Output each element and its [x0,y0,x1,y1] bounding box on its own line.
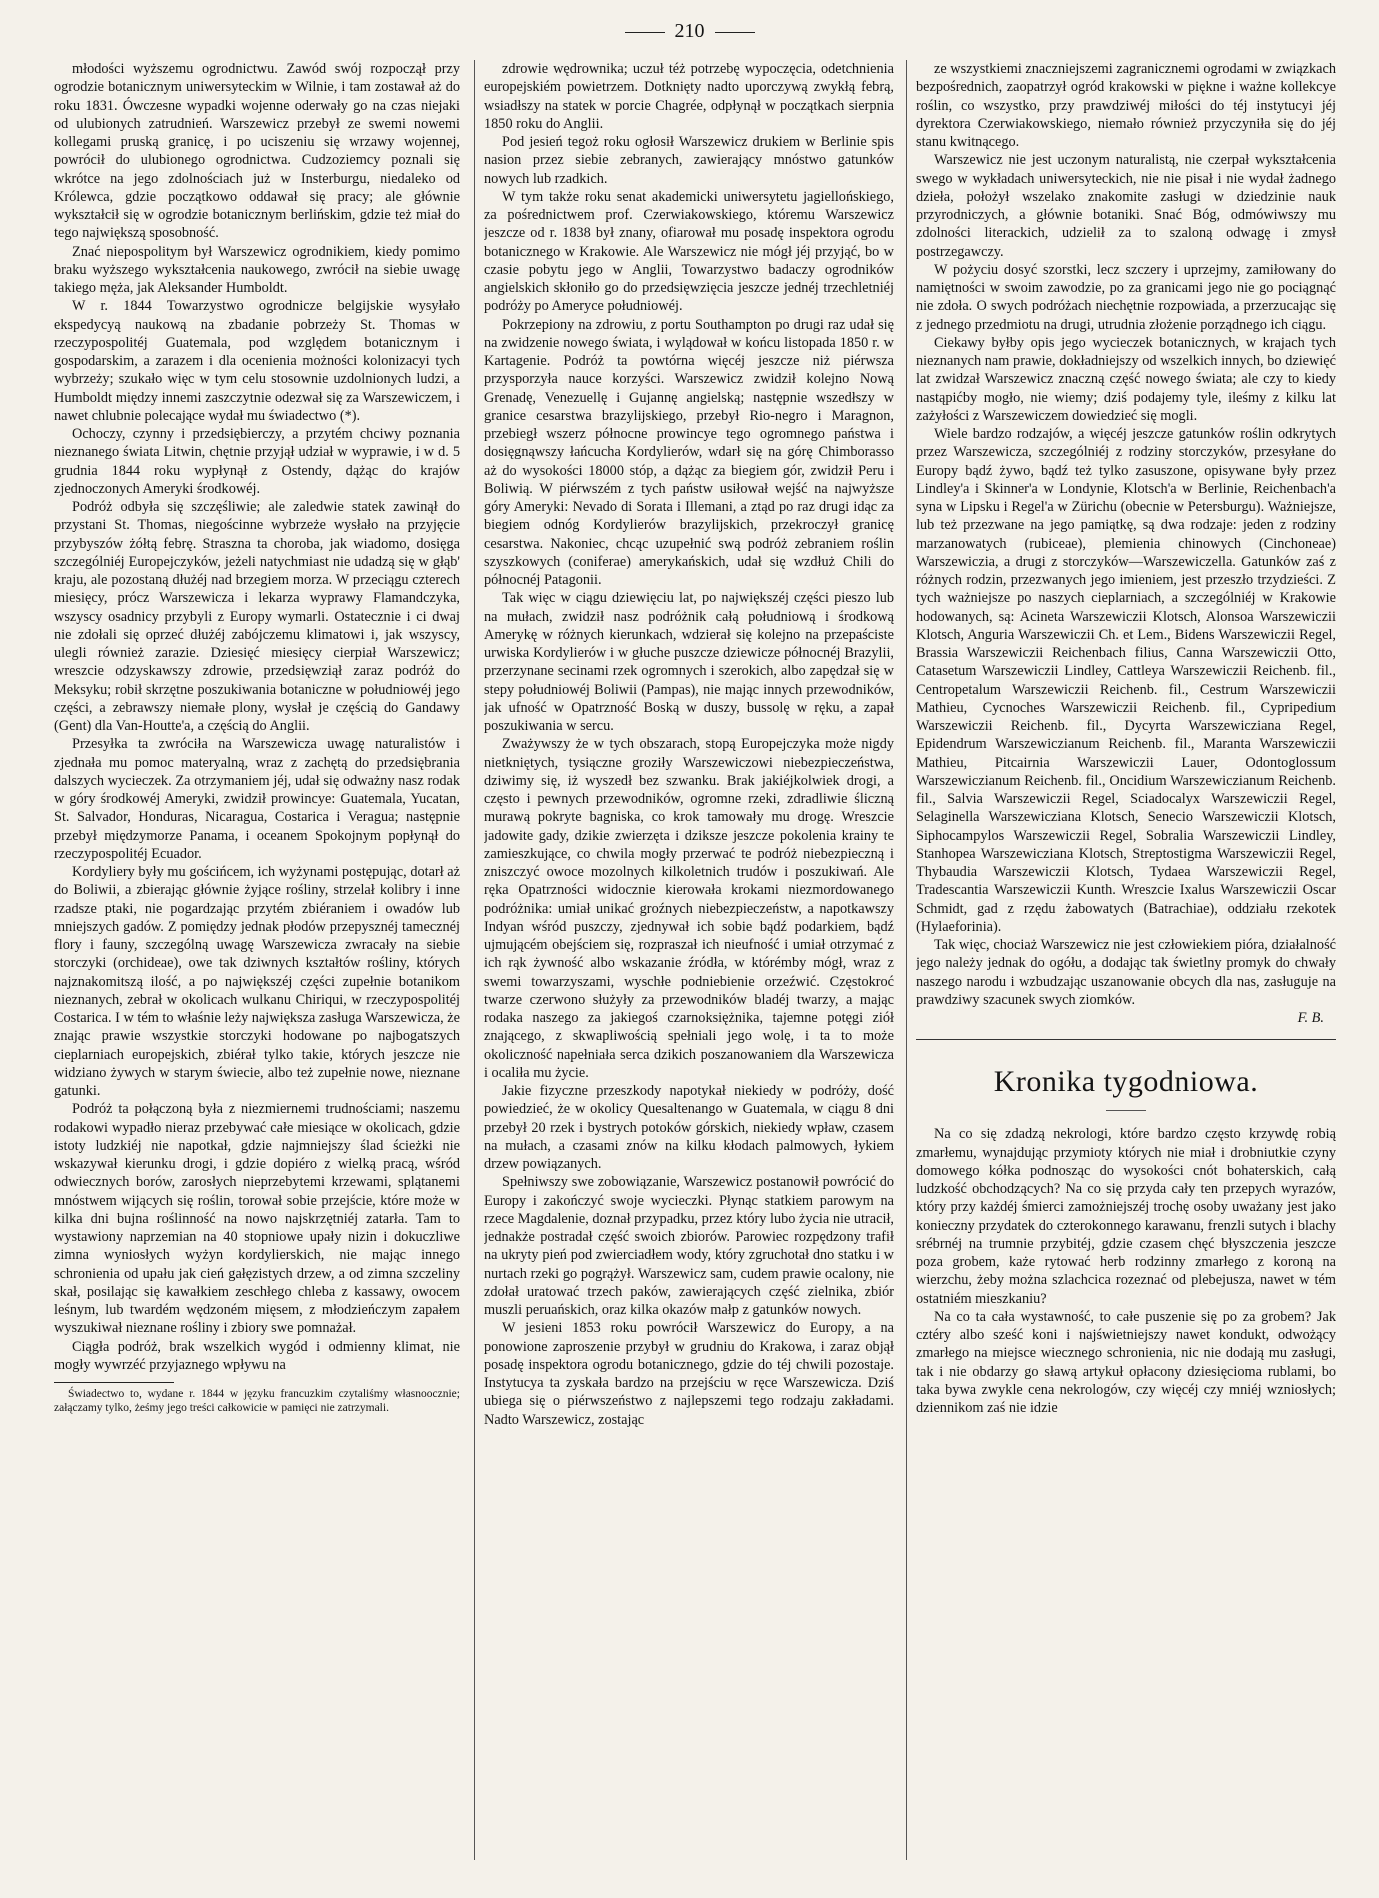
article-columns [54,60,1336,1860]
page-number: 210 [0,20,1379,43]
paragraph: Podróż ta połączoną była z niezmiernemi trudnościami; naszemu rodakowi wypadło nieraz przebywać całe miesiące w okolicach, gdzie istoty ludzkiéj nie napotkał, gdzie najmniejszy ślad ścieżki nie wskazywał kierunku drogi, i gdzie dopiéro z wielką pracą, wśród odwiecznych borów, zarosłych nieprzebytemi krzewami, splątanemi mnóstwem wijących się roślin, torował sobie przejście, które może w kilka dni bujna roślinność na nowo najskrzętniéj zatarła. Tam to wystawiony naprzemian na 40 stopniowe upały nizin i dokuczliwe zimna wyniosłych wyżyn kordylierskich, nie mając innego schronienia od upału jak cień gałęzistych drzew, a od zimna szczeliny skał, posilając się kawałkiem zeschłego chleba z kassawy, owocem leśnym, lub twardém wędzoném mięsem, z młodzieńczym zapałem wyszukiwał nieznane rośliny i zbiory swe pomnażał. [54,1101,460,1337]
paragraph: Warszewicz nie jest uczonym naturalistą, nie czerpał wykształcenia swego w wykładach uniwersyteckich, nie nie pisał i nie wydał żadnego dzieła, położył wszelako znakomite zasługi w dziedzinie nauk przyrodniczych, a głównie botaniki. Snać Bóg, odmówiwszy mu zdolności literackich, udzielił za to szaloną odwagę i zmysł postrzegawczy. [916,152,1336,260]
column-3 [916,60,1336,1860]
paragraph: W pożyciu dosyć szorstki, lecz szczery i uprzejmy, zamiłowany do namiętności w swoim zawodzie, po za granicami jego nie go pociągnąć nie zdoła. O swych podróżach niechętnie rozpowiada, a przerzucając się z jednego przedmiotu na drugi, utrudnia złożenie porządnego ich ciągu. [916,261,1336,333]
paragraph: Kordyliery były mu gościńcem, ich wyżynami postępując, dotarł aż do Boliwii, a zbierając głównie żyjące rośliny, strzelał kolibry i inne rzadsze ptaki, nie pogardzając przytém zbiéraniem i owadów lub mniejszych gadów. Z pomiędzy jednak płodów przepysznéj tamecznéj flory i fauny, szczególną uwagę Warszewicza zwracały na siebie storczyki (orchideae), owe tak dziwnych kształtów rośliny, których najznakomitszą ilość, a po największéj części zupełnie botanikom nieznanych, zebrał w okolicach wulkanu Chiriqui, w rzeczypospolitéj Costarica. I w tém to właśnie leży największa zasługa Warszewicza, że znając prawie wszystkie storczyki hodowane po najbogatszych cieplarniach europejskich, zbiérał tylko takie, których jeszcze nie widziano żywych w starym świecie, albo też zupełnie nowe, nieznane gatunki. [54,864,460,1099]
paragraph: zdrowie wędrownika; uczuł téż potrzebę wypoczęcia, odetchnienia europejskiém powietrzem. Dotknięty nadto uporczywą zwykłą febrą, wsiadłszy na statek w porcie Chagrée, odpłynął w początkach sierpnia 1850 roku do Anglii. [484,61,894,132]
footnote-separator [54,1382,174,1383]
section-title: Kronika tygodniowa. [993,1065,1259,1099]
paragraph: Wiele bardzo rodzajów, a więcéj jeszcze gatunków roślin odkrytych przez Warszewicza, szczególniéj z rodziny storczyków, przesyłane do Europy bądź żywo, bądź też tylko zasuszone, opisywane były przez Lindley'a i Skinner'a w Londynie, Klotsch'a w Berlinie, Reichenbach'a syna w Lipsku i Regel'a w Zürichu (obecnie w Petersburgu). Ważniejsze, lub też przezwane na jego pamiątkę, są dwa rodzaje: jeden z rodziny marzanowatych (rubiceae), plemienia chinowych (Cinchoneae) Warszewiczia, a drugi z storczyków—Warszewiczella. Gatunków zaś z różnych rodzin, przezwanych jego imieniem, jest przeszło trzydzieści. Z tych ważniejsze po naszych cieplarniach, a szczególniéj w Krakowie hodowanych, są: Acineta Warszewiczii Klotsch, Alonsoa Warszewiczii Klotsch, Anguria Warszewiczii Ch. et Lem., Bidens Warszewiczii Regel, Brassia Warszewiczii Reichenbach filius, Canna Warszewiczii Otto, Catasetum Warszewiczii Lindley, Cattleya Warszewiczii Reichenb. fil., Centropetalum Warszewiczii Reichenb. fil., Cestrum Warszewiczii Mathieu, Cycnoches Warszewiczii Reichenb. fil., Cypripedium Warszewiczii Reichenb. fil., Dycyrta Warszewicziana Regel, Epidendrum Warszewiczianum Reichenb. fil., Maranta Warszewiczii Mathieu, Pitcairnia Warszewiczii Lauer, Odontoglossum Warszewiczianum Reichenb. fil., Oncidium Warszewiczianum Reichenb. fil., Salvia Warszewiczii Regel, Sciadocalyx Warszewiczii Regel, Selaginella Warszewicziana Klotsch, Senecio Warszewiczii Klotsch, Siphocampylos Warszewiczii Regel, Sobralia Warszewiczii Lindley, Stanhopea Warszewicziana Klotsch, Streptostigma Warszewiczii Regel, Thybaudia Warszewiczii Klotsch, Tydaea Warszewiczii Regel, Tradescantia Warszewiczii Kunth. Wreszcie Ixalus Warszewiczii Oscar Schmidt, gad z rzędu żabowatych (Batrachiae), oddziału rzekotek (Hylaeforinia). [916,426,1336,935]
author-signature: F. B. [1297,1010,1324,1026]
paragraph: Przesyłka ta zwróciła na Warszewicza uwagę naturalistów i zjednała mu pomoc materyalną, wraz z zachętą do przedsiębrania dalszych wycieczek. Za otrzymaniem jéj, udał się odważny nasz rodak w góry środkowéj Ameryki, zwidził prowincye: Guatemala, Yucatan, St. Salvador, Honduras, Nicaragua, Costarica i Veragua; następnie przebył międzymorze Panama, i oceanem Spokojnym popłynął do rzeczypospolitéj Ecuador. [54,736,460,862]
paragraph: młodości wyższemu ogrodnictwu. Zawód swój rozpoczął przy ogrodzie botanicznym uniwersyteckim w Wilnie, i tam zostawał aż do roku 1831. Ówczesne wypadki wojenne oderwały go na czas niejaki od ulubionych zatrudnień. Warszewicz przebył ze swemi nowemi kollegami pruską granicę, i po uciszeniu się wrzawy wojennej, powrócił do ulubionego ogrodnictwa. Cudzoziemcy poznali się wkrótce na jego zdolnościach już w Insterburgu, niedaleko od Królewca, gdzie początkowo oddawał się pracy; ale głównie wykształcił się w ogrodzie botanicznym berlińskim, gdzie też miał do tego największą sposobność. [54,61,460,242]
paragraph: Ciekawy byłby opis jego wycieczek botanicznych, w krajach tych nieznanych nam prawie, dokładniejszy od wszelkich innych, bo dziewięć lat zwidzał Warszewicz znaczną część nowego świata; ale czy to kiedy nastąpićby mogło, nie wiemy; dziś podajemy tyle, ileśmy z kilku lat zażyłości z Warszewiczem dowiedzieć się mogli. [916,334,1336,424]
paragraph: Tak więc, chociaż Warszewicz nie jest człowiekiem pióra, działalność jego należy jednak do ogółu, a dodając tak świetlny promyk do chwały naszego narodu i wzbudzając uszanowanie obcych dla nas, zasługuje na prawdziwy szacunek swych ziomków. [916,937,1336,1008]
paragraph: W tym także roku senat akademicki uniwersytetu jagiellońskiego, za pośrednictwem prof. Czerwiakowskiego, któremu Warszewicz jeszcze od r. 1838 był znany, ofiarował mu posadę inspektora ogrodu botanicznego w Krakowie. Ale Warszewicz nie mógł jéj przyjąć, bo w czasie pobytu jego w Anglii, Towarzystwo badaczy ogrodników angielskich skłoniło go do przedsięwzięcia jeszcze jednéj trzechletniéj podróży po Ameryce południowéj. [484,188,894,315]
paragraph: Zważywszy że w tych obszarach, stopą Europejczyka może nigdy nietkniętych, tysiączne groziły Warszewiczowi niebezpieczeństwa, dziwimy się, iż wyszedł bez szwanku. Brak jakiéjkolwiek drogi, a często i pewnych przewodników, ogromne rzeki, zdradliwie śliczną murawą pokryte bagniska, co krok tamowały mu drogę. Wreszcie jadowite gady, dzikie zwierzęta i dziksze jeszcze pokolenia krainy te zamieszkujące, co chwila mogły przerwać te podróż niebezpieczną i zniszczyć owoce mozolnych kilkoletnich trudów i poszukiwań. Ale ręka Opatrzności widocznie kierowała krokami niezmordowanego podróżnika: umiał unikać groźnych niebezpieczeństw, a napotkawszy Indyan wśród puszczy, zjednywał ich sobie bądź podarkiem, bądź ujmującém obejściem się, rozpraszał ich nieufność i umiał otrzymać z ich rąk żywność albo wskazanie źródła, w którémby mógł, wraz z swemi towarzyszami, wyschłe podniebienie orzeźwić. Częstokroć twarze czerwono służyły za przewodników bladéj twarzy, a mając rodaka naszego za jakiegoś czarnoksiężnika, tajemne potęgi ziół znającego, z skwapliwością spełniali jego wolę, i ta to może okoliczność napełniała serca dzikich poszanowaniem dla Warszewicza i ocaliła mu życie. [484,736,894,1081]
paragraph: Jakie fizyczne przeszkody napotykał niekiedy w podróży, dość powiedzieć, że w okolicy Quesaltenango w Guatemala, w ciągu 8 dni przebył 20 rzek i bystrych potoków górskich, niekiedy wpław, czasem na mułach, a czasami znów na kilku kłodach palmowych, łykiem drzew powiązanych. [484,1083,894,1172]
column-2 [484,60,894,1860]
footnote: Świadectwo to, wydane r. 1844 w języku francuzkim czytaliśmy własnoocznie; załączamy tylko, żeśmy jego treści całkowicie w pamięci nie zatrzymali. [54,1388,460,1414]
paragraph: Pod jesień tegoż roku ogłosił Warszewicz drukiem w Berlinie spis nasion przez siebie zebranych, zawierający mnóstwo gatunków nowych lub rzadkich. [484,134,894,187]
title-ornament [1106,1110,1146,1111]
paragraph: Ochoczy, czynny i przedsiębierczy, a przytém chciwy poznania nieznanego świata Litwin, chętnie przyjął udział w wyprawie, i w d. 5 grudnia 1844 roku wypłynął z Ostendy, dążąc do krajów zjednoczonych Ameryki środkowéj. [54,426,460,497]
paragraph: Na co się zdadzą nekrologi, które bardzo często krzywdę robią zmarłemu, wynajdując przymioty których nie miał i drobniutkie czyny domowego kółka podnosząc do wysokości cnót bohaterskich, całą ludzkość obchodzących? Na co się przyda cały ten przepych wyrazów, który przy każdéj śmierci zamożniejszéj trochę osoby uważany jest jako konieczny przydatek do czterokonnego karawanu, frenzli sutych i blachy srébrnéj na trumnie przybitéj, gdzie czasem chęć błyszczenia jeszcze poza grobem, każe rytować herb rodzinny zmarłego z koroną na wierzchu, żeby można szlachcica rozeznać od plebejusza, nawet w tém ostatniém mieszkaniu? [916,1126,1336,1307]
paragraph: Podróż odbyła się szczęśliwie; ale zaledwie statek zawinął do przystani St. Thomas, niegościnne wybrzeże wysłało na przyjęcie przybyszów żółtą febrę. Straszna ta choroba, jak wiadomo, dosięga szczególniéj Europejczyków, jeżeli natychmiast nie udadzą się w głąb' kraju, ale pozostaną dłużéj nad brzegiem morza. W przeciągu czterech miesięcy, prócz Warszewicza i lekarza wyprawy Flamandczyka, wszyscy osadnicy przybyli z Europy wymarli. Ostatecznie i ci dwaj nie zdołali się oprzeć dłużéj zabójczemu klimatowi i, jak wszyscy, ulegli również zarazie. Dziesięć miesięcy cierpiał Warszewicz; wreszcie odzyskawszy zdrowie, przedsięwziął zaraz podróż do Meksyku; robił skrzętne poszukiwania botaniczne w południowéj jego części, a zebrawszy niemałe plony, wysłał je częścią do Gandawy (Gent) dla Van-Houtte'a, a częścią do Anglii. [54,499,460,734]
paragraph: Na co ta cała wystawność, to całe puszenie się po za grobem? Jak cztéry albo sześć koni i najświetniejszy nawet kondukt, odwożący zmarłego na miejsce wiecznego schronienia, nic nie dodają mu zasługi, tak i nie obdarzy go sławą artykuł opłacony dziesięcioma rublami, bo taka bywa zwykle cena nekrologów, czy więcéj czy mniéj wzniosłych; dziennikom zaś nie idzie [916,1308,1336,1416]
paragraph: Spełniwszy swe zobowiązanie, Warszewicz postanowił powrócić do Europy i zakończyć swoje wycieczki. Płynąc statkiem parowym na rzece Magdalenie, doznał przypadku, przez który lubo życia nie utracił, jednakże postradał część swoich zbiorów. Parowiec rozpędzony trafił na ukryty pień pod zwierciadłem wody, który zgruchotał dno statku i w nurtach rzeki go pogrążył. Warszewicz sam, cudem prawie ocalony, nie zdołał uratować trzech paków, zawierających część zielnika, zbiór muszli peruańskich, oraz kilka okazów małp z gatunków nowych. [484,1174,894,1318]
paragraph: Tak więc w ciągu dziewięciu lat, po największéj części pieszo lub na mułach, zwidził nasz podróżnik całą południową i środkową Amerykę w różnych kierunkach, wdzierał się kolejno na przepaściste urwiska Kordylierów i w głuche puszcze dziewicze północnéj Brazylii, przerzynane secinami rzek ogromnych i szerokich, albo zapędzał się w stepy południowéj Boliwii (Pampas), nie mając innych przewodników, jak ufność w Opatrzność Boską w duszy, bussolę w ręku, a zapał poszukiwania w sercu. [484,590,894,734]
paragraph: ze wszystkiemi znaczniejszemi zagranicznemi ogrodami w związkach bezpośrednich, zaopatrzył ogród krakowski w piękne i ważne kollekcye roślin, co wszystko, przy prawdziwéj miłości do téj instytucyi jéj dyrektora Czerwiakowskiego, niemało również przyczyniła się do jéj stanu kwitnącego. [916,61,1336,150]
paragraph: Ciągła podróż, brak wszelkich wygód i odmienny klimat, nie mogły wywrzéć przyjaznego wpływu na [54,1338,460,1373]
column-1 [54,60,460,1860]
paragraph: W jesieni 1853 roku powrócił Warszewicz do Europy, a na ponowione zaproszenie przybył w grudniu do Krakowa, i zaraz objął posadę inspektora ogrodu botanicznego, gdzie do téj chwili pozostaje. Instytucya ta zyskała bardzo na przejściu w ręce Warszewicza. Dziś ubiega się o piérwszeństwo z najlepszemi tego rodzaju zakładami. Nadto Warszewicz, zostając [484,1320,894,1428]
paragraph: W r. 1844 Towarzystwo ogrodnicze belgijskie wysyłało ekspedycyą naukową na zbadanie pobrzeży St. Thomas w rzeczypospolitéj Guatemala, pod względem botanicznym i gospodarskim, a zarazem i dla ocenienia możności kolonizacyi tych wybrzeży; szukało więc w tym celu stosownie uzdolnionych ludzi, a Humboldt między innemi zaszczytnie odezwał się za Warszewiczem, i nawet chlubnie polecające wydał mu świadectwo (*). [54,298,460,424]
paragraph: Znać niepospolitym był Warszewicz ogrodnikiem, kiedy pomimo braku wyższego wykształcenia naukowego, zwrócił na siebie uwagę takiego męża, jak Aleksander Humboldt. [54,243,460,296]
section-rule [916,1039,1336,1040]
paragraph: Pokrzepiony na zdrowiu, z portu Southampton po drugi raz udał się na zwidzenie nowego świata, i wylądował w końcu listopada 1850 r. w Kartagenie. Podróż ta powtórna więcéj jeszcze niż piérwsza przysporzyła nauce korzyści. Warszewicz zwidził kolejno Nową Grenadę, Venezuellę i Gujannę angielską; następnie wszedłszy w granice cesarstwa brazylijskiego, przebył Rio-negro i Maragnon, przebiegł wszerz północne prowincye tego ogromnego państwa i dosięgnąwszy łańcucha Kordylierów, wdarł się na górę Chimborasso aż do wysokości 18000 stóp, a dążąc za biegiem gór, zwidził Peru i Boliwią. W piérwszém z tych państw usiłował wejść na najwyższe góry Ameryki: Nevado di Sorata i Illemani, a ztąd po raz drugi idąc za biegiem odnóg Kordylierów brazylijskich, przekroczył granicę cesarstwa. Nakoniec, chcąc uzupełnić swą podróż zebraniem roślin szyszkowych (coniferae) amerykańskich, udał się wzdłuż Chili do północnéj Patagonii. [484,316,894,588]
